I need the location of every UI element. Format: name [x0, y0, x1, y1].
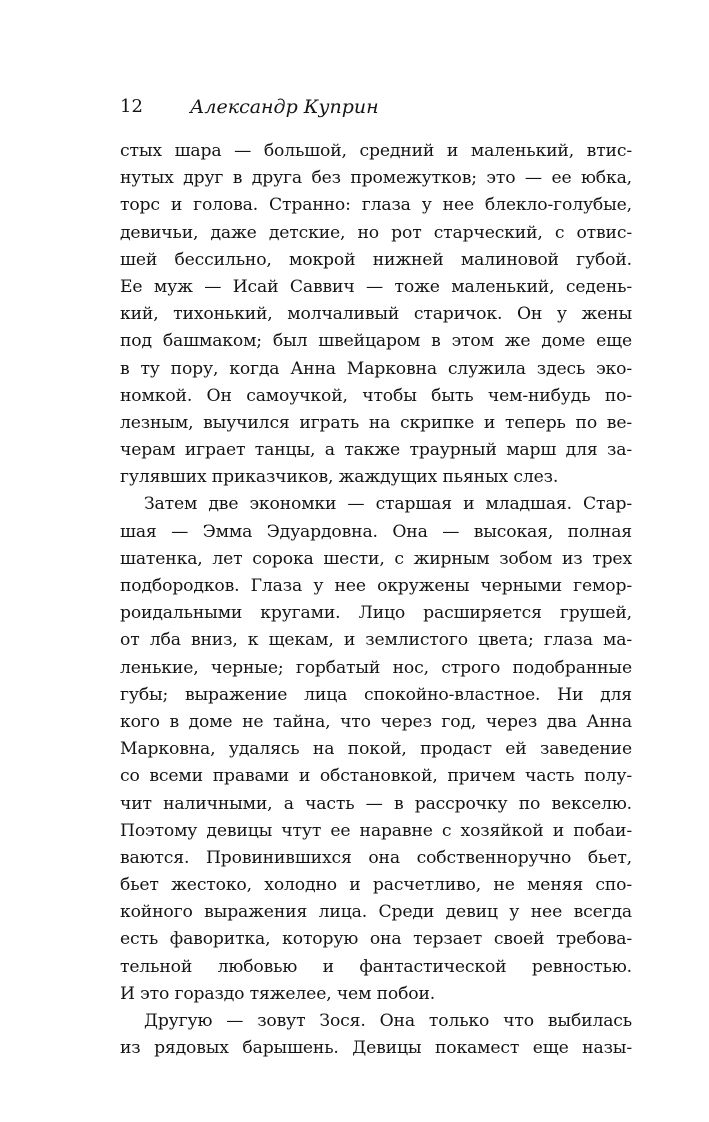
text-line: Поэтому девицы чтут ее наравне с хозяйкой и побаи-: [120, 820, 632, 841]
text-line: И это гораздо тяжелее, чем побои.: [120, 983, 436, 1004]
text-line: ваются. Провинившихся она собственноручно бьет,: [120, 847, 632, 868]
text-line: шая — Эмма Эдуардовна. Она — высокая, полная: [120, 521, 632, 542]
text-line: есть фаворитка, которую она терзает своей требова-: [120, 929, 632, 950]
running-head-author: Александр Куприн: [190, 96, 379, 118]
text-line: нутых друг в друга без промежутков; это — ее юбка,: [120, 168, 632, 189]
text-line: шатенка, лет сорока шести, с жирным зобом из трех: [120, 548, 632, 569]
text-line: номкой. Он самоучкой, чтобы быть чем-нибудь по-: [120, 385, 632, 406]
text-line: кий, тихонький, молчаливый старичок. Он у жены: [120, 304, 632, 325]
text-line: койного выражения лица. Среди девиц у нее всегда: [120, 902, 632, 923]
text-line: в ту пору, когда Анна Марковна служила здесь эко-: [120, 358, 632, 379]
text-line: бьет жестоко, холодно и расчетливо, не меняя спо-: [120, 875, 632, 896]
text-line: торс и голова. Странно: глаза у нее блекло-голубые,: [120, 195, 632, 216]
text-line: подбородков. Глаза у нее окружены черными гемор-: [120, 576, 632, 596]
text-line: Ее муж — Исай Саввич — тоже маленький, седень-: [120, 276, 632, 297]
text-line: роидальными кругами. Лицо расширяется грушей,: [120, 603, 632, 624]
text-line: кого в доме не тайна, что через год, через два Анна: [120, 711, 632, 732]
text-line: шей бессильно, мокрой нижней малиновой губой.: [120, 249, 632, 270]
body-text: [120, 138, 632, 1062]
text-line: лезным, выучился играть на скрипке и теперь по ве-: [120, 412, 632, 433]
text-line: Затем две экономки — старшая и младшая. Стар-: [144, 494, 632, 515]
text-line: Другую — зовут Зося. Она только что выбилась: [144, 1011, 632, 1031]
text-line: под башмаком; был швейцаром в этом же доме еще: [120, 331, 632, 352]
text-line: Марковна, удалясь на покой, продаст ей заведение: [120, 739, 632, 760]
text-line: тельной любовью и фантастической ревностью.: [120, 956, 632, 977]
text-line: девичьи, даже детские, но рот старческий, с отвис-: [120, 222, 632, 243]
page-number: 12: [120, 96, 143, 117]
text-line: стых шара — большой, средний и маленький, втис-: [120, 141, 632, 161]
text-line: черам играет танцы, а также траурный марш для за-: [120, 440, 632, 461]
text-line: губы; выражение лица спокойно-властное. Ни для: [120, 684, 632, 705]
text-line: чит наличными, а часть — в рассрочку по векселю.: [120, 793, 632, 814]
page-header: [120, 96, 640, 122]
text-line: гулявших приказчиков, жаждущих пьяных слез.: [120, 467, 559, 488]
text-line: из рядовых барышень. Девицы покамест еще назы-: [120, 1038, 632, 1059]
text-line: от лба вниз, к щекам, и землистого цвета; глаза ма-: [120, 630, 632, 651]
text-line: ленькие, черные; горбатый нос, строго подобранные: [120, 657, 632, 678]
text-line: со всеми правами и обстановкой, причем часть полу-: [120, 766, 632, 787]
